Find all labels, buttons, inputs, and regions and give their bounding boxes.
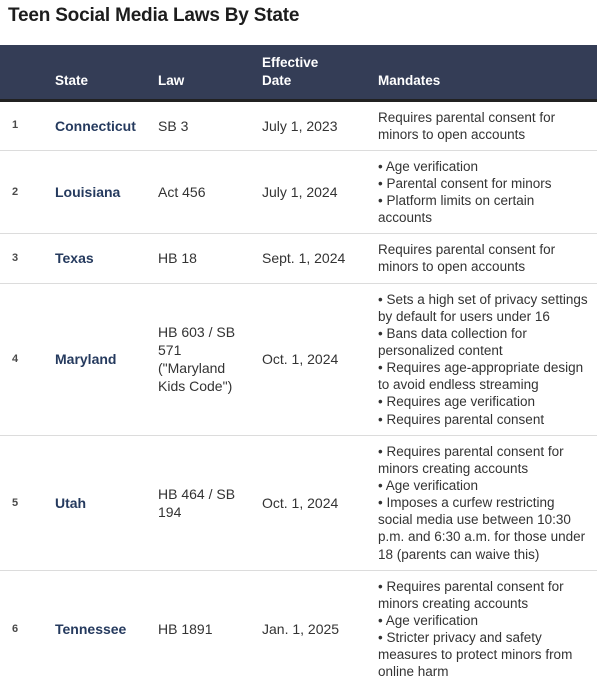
row-number: 5 [0,435,47,570]
law-cell: Act 456 [150,150,254,234]
state-cell: Texas [47,234,150,283]
mandate-item: • Parental consent for minors [378,175,552,191]
page-title: Teen Social Media Laws By State [8,5,300,26]
row-number: 3 [0,234,47,283]
state-cell: Maryland [47,283,150,435]
mandate-item: • Requires age verification [378,394,536,410]
mandate-item: • Stricter privacy and safety measures to protect minors from online harm [378,630,573,680]
mandate-item: • Age verification [378,478,479,494]
teen-social-media-laws-table [0,45,597,688]
mandate-item: • Sets a high set of privacy settings by default for users under 16 [378,291,588,324]
mandate-item: Requires parental consent for minors to open accounts [378,242,556,275]
table-header-row [0,45,597,100]
effective-date-cell: Jan. 1, 2025 [254,570,370,687]
column-header-state [47,45,150,100]
column-header-number [0,45,47,100]
effective-date-cell: Oct. 1, 2024 [254,283,370,435]
row-number: 2 [0,150,47,234]
row-number: 6 [0,570,47,687]
mandate-item: • Requires parental consent for minors creating accounts [378,443,564,476]
table-row [0,435,597,570]
mandates-cell [370,283,597,435]
row-number: 1 [12,119,19,132]
table-body [0,100,597,688]
mandates-cell [370,234,597,283]
state-cell: Connecticut [55,117,136,134]
mandate-item: • Bans data collection for personalized content [378,325,527,359]
mandate-item: • Requires parental consent [378,411,545,427]
mandates-cell [370,150,597,234]
state-cell: Louisiana [47,150,150,234]
mandates-cell [370,435,597,570]
column-header-law-label: Law [158,72,185,88]
law-cell: HB 1891 [150,570,254,687]
mandate-item: • Requires parental consent for minors creating accounts [378,578,564,611]
table-row [0,283,597,435]
mandates-cell [370,570,597,687]
effective-date-cell: July 1, 2024 [254,150,370,234]
table-header [0,45,597,100]
row-number: 4 [0,283,47,435]
table-row [0,150,597,234]
mandate-item: • Platform limits on certain accounts [378,193,535,226]
effective-date-cell: Sept. 1, 2024 [254,234,370,283]
mandate-item: • Age verification [378,613,479,629]
effective-date-cell: July 1, 2023 [262,117,338,134]
mandate-item: • Age verification [378,158,479,174]
law-cell: SB 3 [158,117,189,134]
table-row [0,234,597,283]
mandate-item: Requires parental consent for minors to open accounts [378,109,556,142]
state-cell: Tennessee [47,570,150,687]
column-header-effective-date [254,45,370,100]
state-cell: Utah [47,435,150,570]
column-header-effective-date-label: Effective Date [262,55,319,88]
law-cell: HB 464 / SB 194 [150,435,254,570]
table-row [0,100,597,150]
effective-date-cell: Oct. 1, 2024 [254,435,370,570]
mandates-cell [370,100,597,150]
mandate-item: • Requires age-appropriate design to avoid endless streaming [378,360,584,393]
column-header-law [150,45,254,100]
mandate-item: • Imposes a curfew restricting social media use between 10:30 p.m. and 6:30 a.m. for those under 18 (parents can waive this) [378,495,586,562]
law-cell: HB 18 [150,234,254,283]
table-row [0,570,597,687]
column-header-mandates: Mandates [370,45,597,100]
law-cell: HB 603 / SB 571 ("Maryland Kids Code") [150,283,254,435]
column-header-state-label: State [55,72,89,88]
